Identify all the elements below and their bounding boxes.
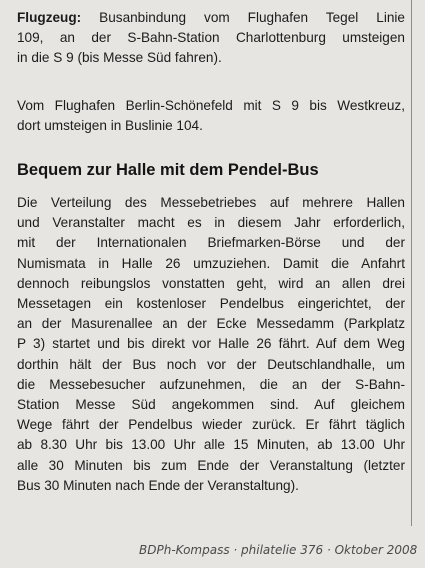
paragraph-line: und Veranstalter macht es in diesem Jahr erforderlich, [17, 215, 405, 231]
shuttle-bus-paragraph [17, 193, 405, 496]
paragraph-line: an der Masurenallee an der Ecke Messedamm (Parkplatz [17, 316, 405, 332]
paragraph-line: mit der Internationalen Briefmarken-Börse und der [17, 235, 405, 251]
paragraph-line: Messetagen ein kostenloser Pendelbus eingerichtet, der [17, 296, 405, 312]
paragraph-line: Die Verteilung des Messebetriebes auf mehrere Hallen [17, 195, 405, 210]
paragraph-line: Wege fährt der Pendelbus wieder zurück. Er fährt täglich [17, 417, 405, 433]
paragraph-line: dorthin hält der Bus noch vor der Deutschlandhalle, um [17, 356, 405, 372]
paragraph-line: ab 8.30 Uhr bis 13.00 Uhr alle 15 Minuten, ab 13.00 Uhr [17, 437, 405, 453]
page-footer: BDPh-Kompass · philatelie 376 · Oktober 2008 [139, 543, 418, 557]
paragraph-line: dort umsteigen in Buslinie 104. [17, 118, 203, 134]
paragraph-line: in die S 9 (bis Messe Süd fahren). [17, 50, 222, 66]
paragraph-line [17, 8, 405, 28]
paragraph-line: dennoch reibungslos vonstatten geht, wird an allen drei [17, 275, 405, 291]
column-rule [411, 0, 412, 526]
paragraph-line: 109, an der S-Bahn-Station Charlottenburg umsteigen [17, 30, 405, 46]
paragraph-line: P 3) startet und bis direkt vor Halle 26 fährt. Auf dem Weg [17, 336, 405, 352]
section-heading: Bequem zur Halle mit dem Pendel-Bus [17, 161, 319, 179]
paragraph-line: Vom Flughafen Berlin-Schönefeld mit S 9 bis Westkreuz, [17, 98, 405, 113]
paragraph-line-text: Busanbindung vom Flughafen Tegel Linie [81, 10, 405, 25]
travel-by-plane-paragraph [17, 8, 405, 69]
paragraph-line: Numismata in Halle 26 umzuziehen. Damit die Anfahrt [17, 255, 405, 271]
paragraph-line: die Messebesucher aufzunehmen, die an der S-Bahn- [17, 376, 405, 392]
paragraph-line: alle 30 Minuten bis zum Ende der Veranstaltung (letzter [17, 457, 405, 473]
paragraph-line: Station Messe Süd angekommen sind. Auf gleichem [17, 397, 405, 413]
paragraph-line: Bus 30 Minuten nach Ende der Veranstaltung). [17, 477, 299, 493]
schoenefeld-paragraph [17, 96, 405, 136]
paragraph-lead: Flugzeug: [17, 10, 82, 25]
